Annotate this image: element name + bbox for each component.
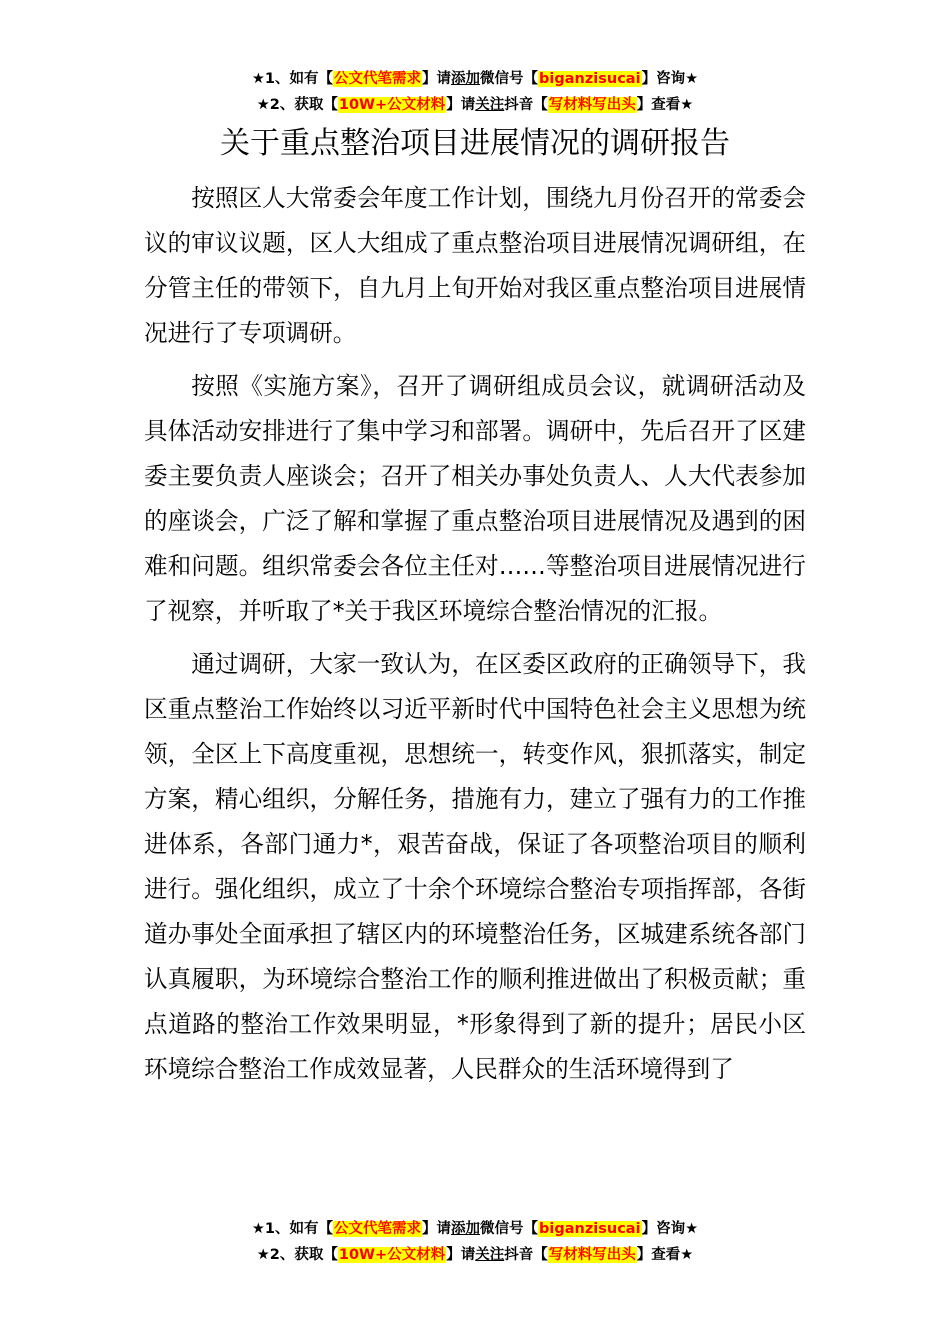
- document-body: [144, 176, 806, 1100]
- footer-banner: [0, 1216, 950, 1268]
- banner-highlight: biganzisucai: [539, 1221, 641, 1237]
- banner-text: 抖音【: [504, 97, 548, 113]
- banner-text: ★2、获取【: [256, 1247, 338, 1263]
- banner-text: 】咨询★: [641, 1221, 699, 1237]
- banner-highlight: 写材料写出头: [548, 97, 636, 113]
- banner-text: ★2、获取【: [256, 97, 338, 113]
- paragraph: 按照《实施方案》，召开了调研组成员会议，就调研活动及具体活动安排进行了集中学习和部署。调研中，先后召开了区建委主要负责人座谈会；召开了相关办事处负责人、人大代表参加的座谈会，广泛了解和掌握了重点整治项目进展情况及遇到的困难和问题。组织常委会各位主任对……等整治项目进展情况进行了视察，并听取了*关于我区环境综合整治情况的汇报。: [144, 372, 806, 625]
- banner-text: 】查看★: [636, 1247, 694, 1263]
- banner-line-1: [0, 66, 950, 92]
- banner-highlight: 写材料写出头: [548, 1247, 636, 1263]
- banner-text: 】咨询★: [641, 71, 699, 87]
- banner-highlight: biganzisucai: [539, 71, 641, 87]
- banner-text: ★1、如有【: [251, 1221, 334, 1237]
- banner-text: 】请: [446, 97, 476, 113]
- paragraph: 通过调研，大家一致认为，在区委区政府的正确领导下，我区重点整治工作始终以习近平新时代中国特色社会主义思想为统领，全区上下高度重视，思想统一，转变作风，狠抓落实，制定方案，精心组织，分解任务，措施有力，建立了强有力的工作推进体系，各部门通力*，艰苦奋战，保证了各项整治项目的顺利进行。强化组织，成立了十余个环境综合整治专项指挥部，各街道办事处全面承担了辖区内的环境整治任务，区城建系统各部门认真履职，为环境综合整治工作的顺利推进做出了积极贡献；重点道路的整治工作效果明显，*形象得到了新的提升；居民小区环境综合整治工作成效显著，人民群众的生活环境得到了: [144, 650, 806, 1083]
- banner-text: 】请: [422, 71, 452, 87]
- banner-underline: 添加: [451, 1221, 481, 1237]
- banner-text: 抖音【: [504, 1247, 548, 1263]
- banner-line-2: [0, 1242, 950, 1268]
- banner-line-2: [0, 92, 950, 118]
- banner-text: 】请: [422, 1221, 452, 1237]
- banner-highlight: 公文代笔需求: [334, 1221, 422, 1237]
- banner-text: 微信号【: [480, 71, 539, 87]
- document-title: 关于重点整治项目进展情况的调研报告: [220, 126, 730, 161]
- banner-underline: 添加: [451, 71, 481, 87]
- banner-text: 】查看★: [636, 97, 694, 113]
- banner-text: 微信号【: [480, 1221, 539, 1237]
- banner-text: 】请: [446, 1247, 476, 1263]
- banner-underline: 关注: [475, 97, 505, 113]
- banner-highlight: 10W+公文材料: [338, 1247, 446, 1263]
- paragraph: 按照区人大常委会年度工作计划，围绕九月份召开的常委会议的审议议题，区人大组成了重点整治项目进展情况调研组，在分管主任的带领下，自九月上旬开始对我区重点整治项目进展情况进行了专项调研。: [144, 184, 806, 347]
- banner-line-1: [0, 1216, 950, 1242]
- banner-text: ★1、如有【: [251, 71, 334, 87]
- banner-underline: 关注: [475, 1247, 505, 1263]
- banner-highlight: 公文代笔需求: [334, 71, 422, 87]
- header-banner: [0, 66, 950, 118]
- banner-highlight: 10W+公文材料: [338, 97, 446, 113]
